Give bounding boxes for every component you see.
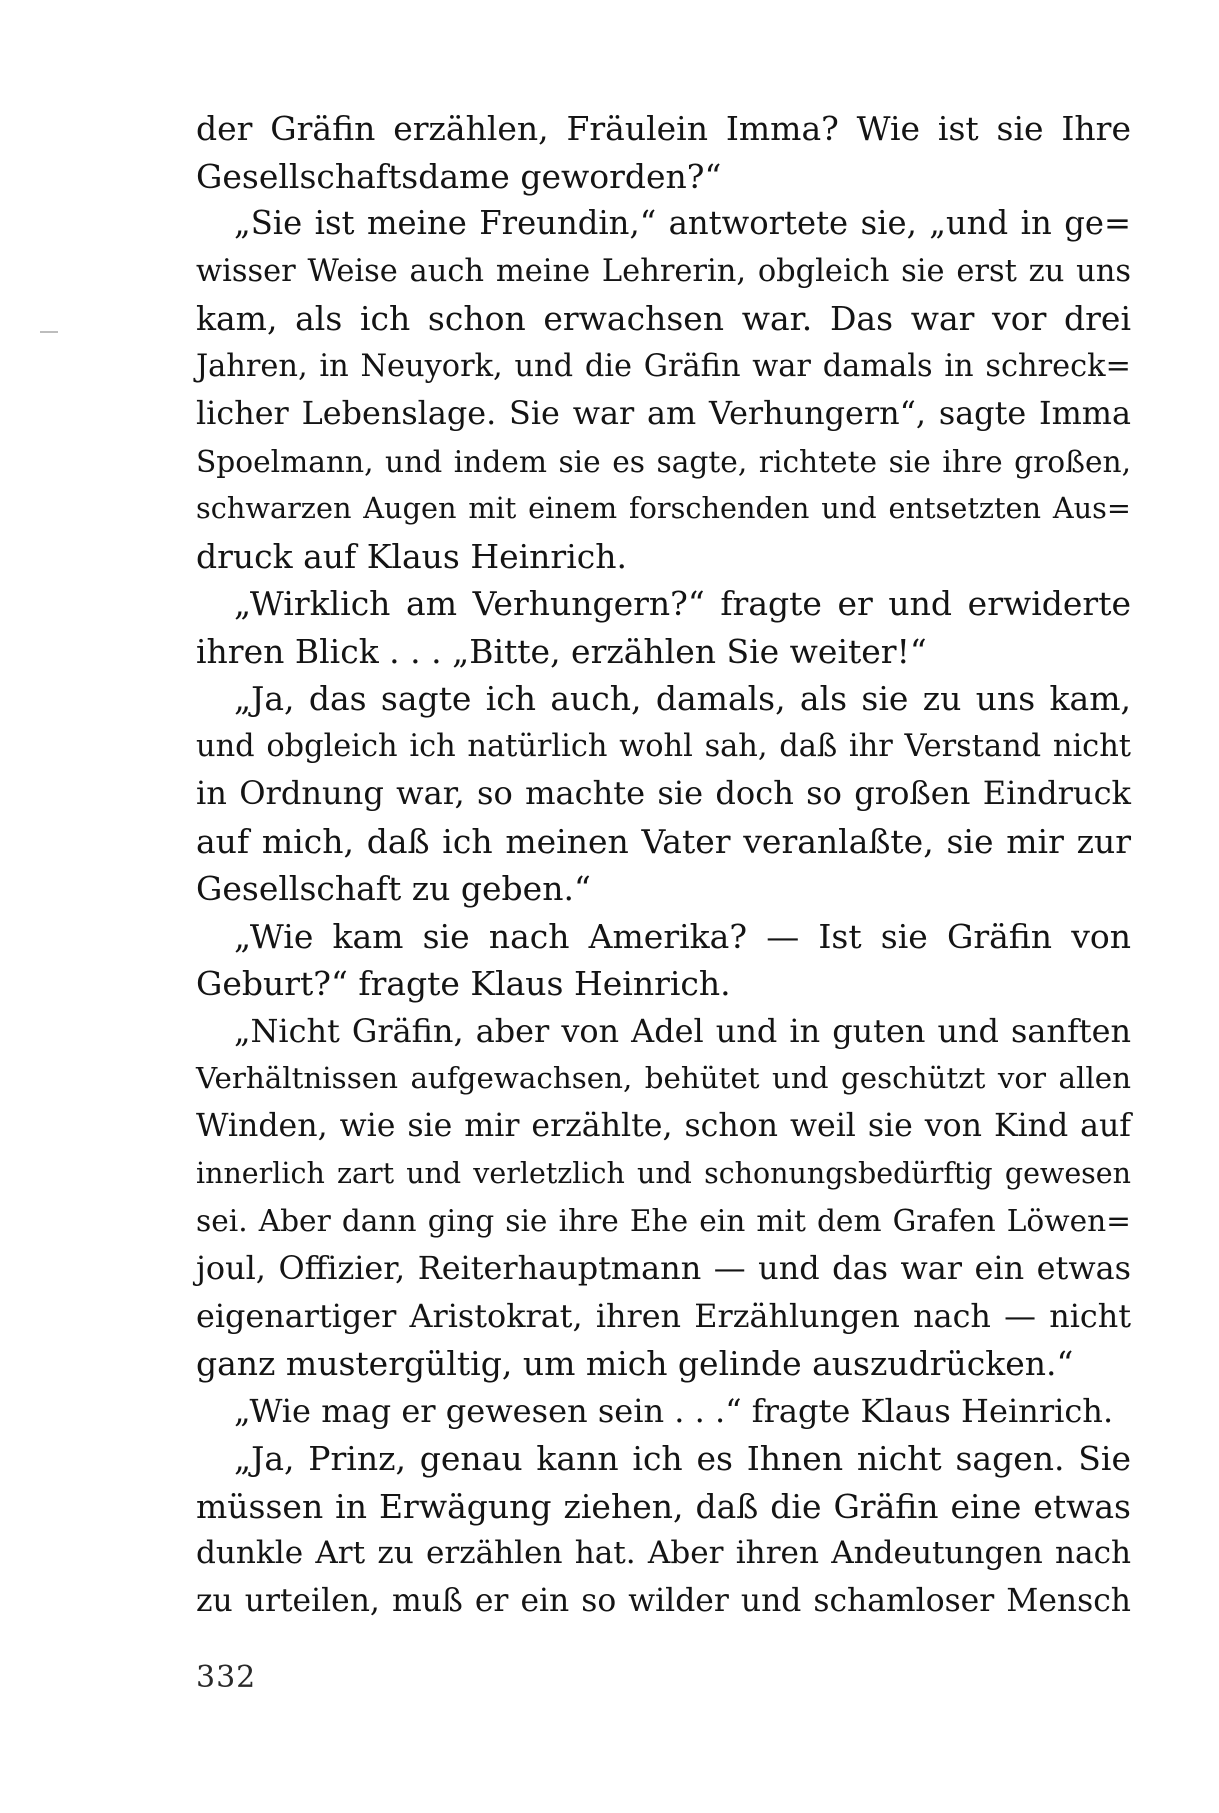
text-line: „Wirklich am Verhungern?“ fragte er und erwiderte (234, 584, 1131, 623)
page-number: 332 (196, 1660, 257, 1695)
text-line: licher Lebenslage. Sie war am Verhungern“, sagte Imma (196, 394, 1131, 432)
text-line: in Ordnung war, so machte sie doch so großen Eindruck (196, 774, 1131, 812)
text-line: „Sie ist meine Freundin,“ antwortete sie, „und in ge= (234, 204, 1131, 242)
text-line: „Ja, das sagte ich auch, damals, als sie zu uns kam, (234, 679, 1131, 718)
text-line: Geburt?“ fragte Klaus Heinrich. (196, 964, 731, 1003)
text-line: „Wie kam sie nach Amerika? — Ist sie Gräfin von (234, 916, 1131, 956)
text-line: Spoelmann, und indem sie es sagte, richtete sie ihre großen, (196, 443, 1131, 479)
text-line: ihren Blick . . . „Bitte, erzählen Sie weiter!“ (196, 631, 927, 671)
text-line: müssen in Erwägung ziehen, daß die Gräfin eine etwas (196, 1486, 1131, 1526)
text-line: „Ja, Prinz, genau kann ich es Ihnen nicht sagen. Sie (234, 1439, 1131, 1478)
text-line: druck auf Klaus Heinrich. (196, 536, 627, 576)
text-line: ganz mustergültig, um mich gelinde auszudrücken.“ (196, 1344, 1074, 1383)
text-line: „Nicht Gräfin, aber von Adel und in guten und sanften (234, 1011, 1131, 1050)
text-line: Gesellschaft zu geben.“ (196, 869, 591, 908)
text-line: innerlich zart und verletzlich und schonungsbedürftig gewesen (196, 1157, 1131, 1190)
text-line: dunkle Art zu erzählen hat. Aber ihren Andeutungen nach (196, 1535, 1131, 1571)
body-text (196, 105, 1131, 1625)
text-line: kam, als ich schon erwachsen war. Das war vor drei (196, 299, 1131, 338)
text-line: und obgleich ich natürlich wohl sah, daß ihr Verstand nicht (196, 728, 1131, 764)
text-line: eigenartiger Aristokrat, ihren Erzählungen nach — nicht (196, 1296, 1131, 1335)
text-line: wisser Weise auch meine Lehrerin, obgleich sie erst zu uns (196, 253, 1131, 289)
text-line: Verhältnissen aufgewachsen, behütet und geschützt vor allen (196, 1061, 1131, 1095)
text-line: Winden, wie sie mir erzählte, schon weil sie von Kind auf (196, 1107, 1131, 1144)
text-line: Jahren, in Neuyork, und die Gräfin war damals in schreck= (196, 348, 1131, 384)
text-line: auf mich, daß ich meinen Vater veranlaßte, sie mir zur (196, 821, 1131, 861)
text-line: der Gräfin erzählen, Fräulein Imma? Wie ist sie Ihre (196, 109, 1131, 148)
text-line: sei. Aber dann ging sie ihre Ehe ein mit dem Grafen Löwen= (196, 1203, 1131, 1238)
text-line: joul, Offizier, Reiterhauptmann — und das war ein etwas (196, 1249, 1131, 1287)
text-line: schwarzen Augen mit einem forschenden und entsetzten Aus= (196, 491, 1131, 525)
text-line: Gesellschaftsdame geworden?“ (196, 156, 722, 196)
text-line: zu urteilen, muß er ein so wilder und schamloser Mensch (196, 1582, 1131, 1619)
text-line: „Wie mag er gewesen sein . . .“ fragte Klaus Heinrich. (234, 1391, 1114, 1430)
margin-mark (40, 331, 58, 333)
